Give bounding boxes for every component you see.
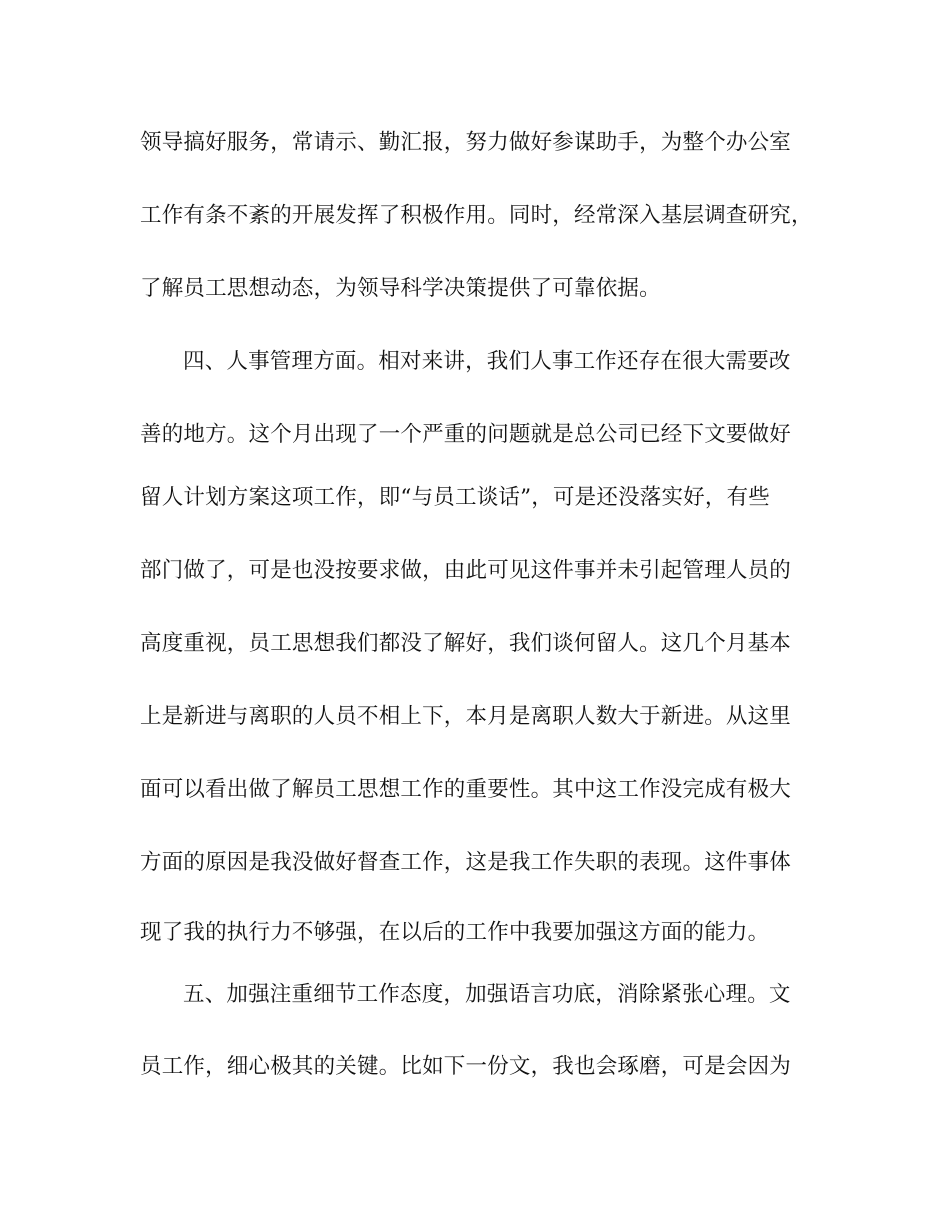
- text-line: 员工作，细心极其的关键。比如下一份文，我也会琢磨，可是会因为: [140, 1054, 792, 1079]
- paragraph-start-line: 四、人事管理方面。相对来讲，我们人事工作还存在很大需要改: [183, 349, 791, 374]
- text-line: 善的地方。这个月出现了一个严重的问题就是总公司已经下文要做好: [140, 422, 792, 447]
- text-line: 工作有条不紊的开展发挥了积极作用。同时，经常深入基层调查研究，: [140, 203, 813, 228]
- text-line: 上是新进与离职的人员不相上下，本月是离职人数大于新进。从这里: [140, 704, 792, 729]
- text-line: 部门做了，可是也没按要求做，由此可见这件事并未引起管理人员的: [140, 558, 792, 583]
- text-line: 领导搞好服务，常请示、勤汇报，努力做好参谋助手，为整个办公室: [140, 130, 792, 155]
- text-line: 留人计划方案这项工作，即“与员工谈话”，可是还没落实好，有些: [140, 485, 770, 510]
- paragraph-start-line: 五、加强注重细节工作态度，加强语言功底，消除紧张心理。文: [183, 982, 791, 1007]
- text-line: 方面的原因是我没做好督查工作，这是我工作失职的表现。这件事体: [140, 850, 792, 875]
- text-line: 了解员工思想动态，为领导科学决策提供了可靠依据。: [140, 276, 661, 301]
- text-line: 面可以看出做了解员工思想工作的重要性。其中这工作没完成有极大: [140, 777, 792, 802]
- text-line: 现了我的执行力不够强，在以后的工作中我要加强这方面的能力。: [140, 920, 770, 945]
- text-line: 高度重视，员工思想我们都没了解好，我们谈何留人。这几个月基本: [140, 631, 792, 656]
